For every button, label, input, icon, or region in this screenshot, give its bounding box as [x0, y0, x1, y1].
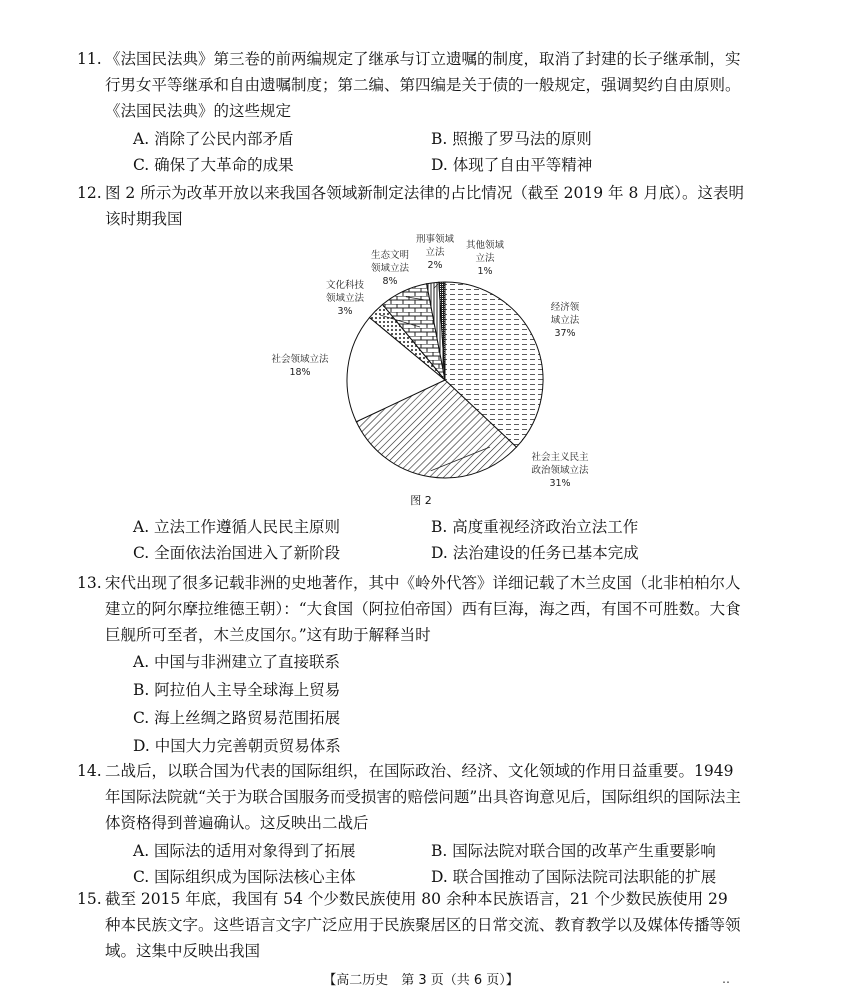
question-11-options [105, 124, 745, 180]
option-c[interactable]: C. 全面依法治国进入了新阶段 [133, 544, 341, 562]
question-number: 11. [77, 50, 102, 68]
option-c[interactable]: C. 海上丝绸之路贸易范围拓展 [133, 709, 341, 727]
slice-label: 其他领域立法 1% [465, 240, 505, 277]
slice-label: 社会领域立法 18% [271, 354, 329, 378]
corner-mark: ‥ [722, 972, 731, 986]
slice-label: 生态文明领域立法 8% [370, 250, 410, 287]
question-number: 13. [77, 574, 102, 592]
question-12-stem [77, 180, 745, 232]
question-number: 15. [77, 890, 102, 908]
option-b[interactable]: B. 国际法院对联合国的改革产生重要影响 [431, 842, 716, 860]
question-13-options [105, 648, 745, 760]
slice-label: 刑事领域立法 2% [415, 234, 455, 271]
option-a[interactable]: A. 消除了公民内部矛盾 [133, 130, 294, 148]
question-13-stem [77, 570, 745, 648]
option-d[interactable]: D. 中国大力完善朝贡贸易体系 [133, 737, 341, 755]
page-footer: 【高二历史 第 3 页（共 6 页）】 [323, 973, 519, 988]
question-12-options-block [105, 512, 745, 568]
question-number: 12. [77, 184, 102, 202]
option-a[interactable]: A. 立法工作遵循人民民主原则 [133, 518, 341, 536]
question-12-options [105, 512, 745, 568]
question-text: 二战后，以联合国为代表的国际组织，在国际政治、经济、文化领域的作用日益重要。1949 年国际法院就“关于为联合国服务而受损害的赔偿问题”出具咨询意见后，国际组织的国际法主体资格得到普遍确认。这反映出二战后 [105, 762, 741, 832]
question-15-stem [77, 886, 745, 964]
question-11-stem [77, 46, 745, 124]
figure-caption: 图 2 [410, 494, 432, 507]
question-12 [77, 180, 745, 232]
pie-chart-figure-2 [250, 232, 650, 512]
slice-label: 经济领域立法 37% [550, 302, 580, 339]
question-14 [77, 758, 745, 892]
option-c[interactable]: C. 确保了大革命的成果 [133, 156, 294, 174]
question-text: 《法国民法典》第三卷的前两编规定了继承与订立遗嘱的制度，取消了封建的长子继承制，实行男女平等继承和自由遗嘱制度；第二编、第四编是关于债的一般规定，强调契约自由原则。《法国民法典》的这些规定 [105, 50, 741, 120]
option-b[interactable]: B. 高度重视经济政治立法工作 [431, 518, 639, 536]
option-a[interactable]: A. 国际法的适用对象得到了拓展 [133, 842, 356, 860]
question-13 [77, 570, 745, 760]
question-15 [77, 886, 745, 964]
option-b[interactable]: B. 阿拉伯人主导全球海上贸易 [133, 681, 341, 699]
question-text: 截至 2015 年底，我国有 54 个少数民族使用 80 余种本民族语言，21 个少数民族使用 29 种本民族文字。这些语言文字广泛应用于民族聚居区的日常交流、教育教学以及媒体传播等领域。这集中反映出我国 [105, 890, 741, 960]
option-d[interactable]: D. 体现了自由平等精神 [431, 156, 593, 174]
slice-label: 社会主义民主政治领域立法 31% [531, 452, 589, 489]
question-11 [77, 46, 745, 180]
option-b[interactable]: B. 照搬了罗马法的原则 [431, 130, 592, 148]
option-d[interactable]: D. 联合国推动了国际法院司法职能的扩展 [431, 868, 717, 886]
pie-chart [250, 232, 650, 502]
question-number: 14. [77, 762, 102, 780]
question-text: 图 2 所示为改革开放以来我国各领域新制定法律的占比情况（截至 2019 年 8 月底）。这表明该时期我国 [105, 184, 744, 228]
question-14-options [105, 836, 745, 892]
question-text: 宋代出现了很多记载非洲的史地著作，其中《岭外代答》详细记载了木兰皮国（北非柏柏尔人建立的阿尔摩拉维德王朝）：“大食国（阿拉伯帝国）西有巨海，海之西，有国不可胜数。大食巨舰所可至者，木兰皮国尔。”这有助于解释当时 [105, 574, 741, 644]
option-c[interactable]: C. 国际组织成为国际法核心主体 [133, 868, 356, 886]
option-a[interactable]: A. 中国与非洲建立了直接联系 [133, 653, 341, 671]
option-d[interactable]: D. 法治建设的任务已基本完成 [431, 544, 639, 562]
slice-label: 文化科技领域立法 3% [325, 280, 365, 317]
question-14-stem [77, 758, 745, 836]
